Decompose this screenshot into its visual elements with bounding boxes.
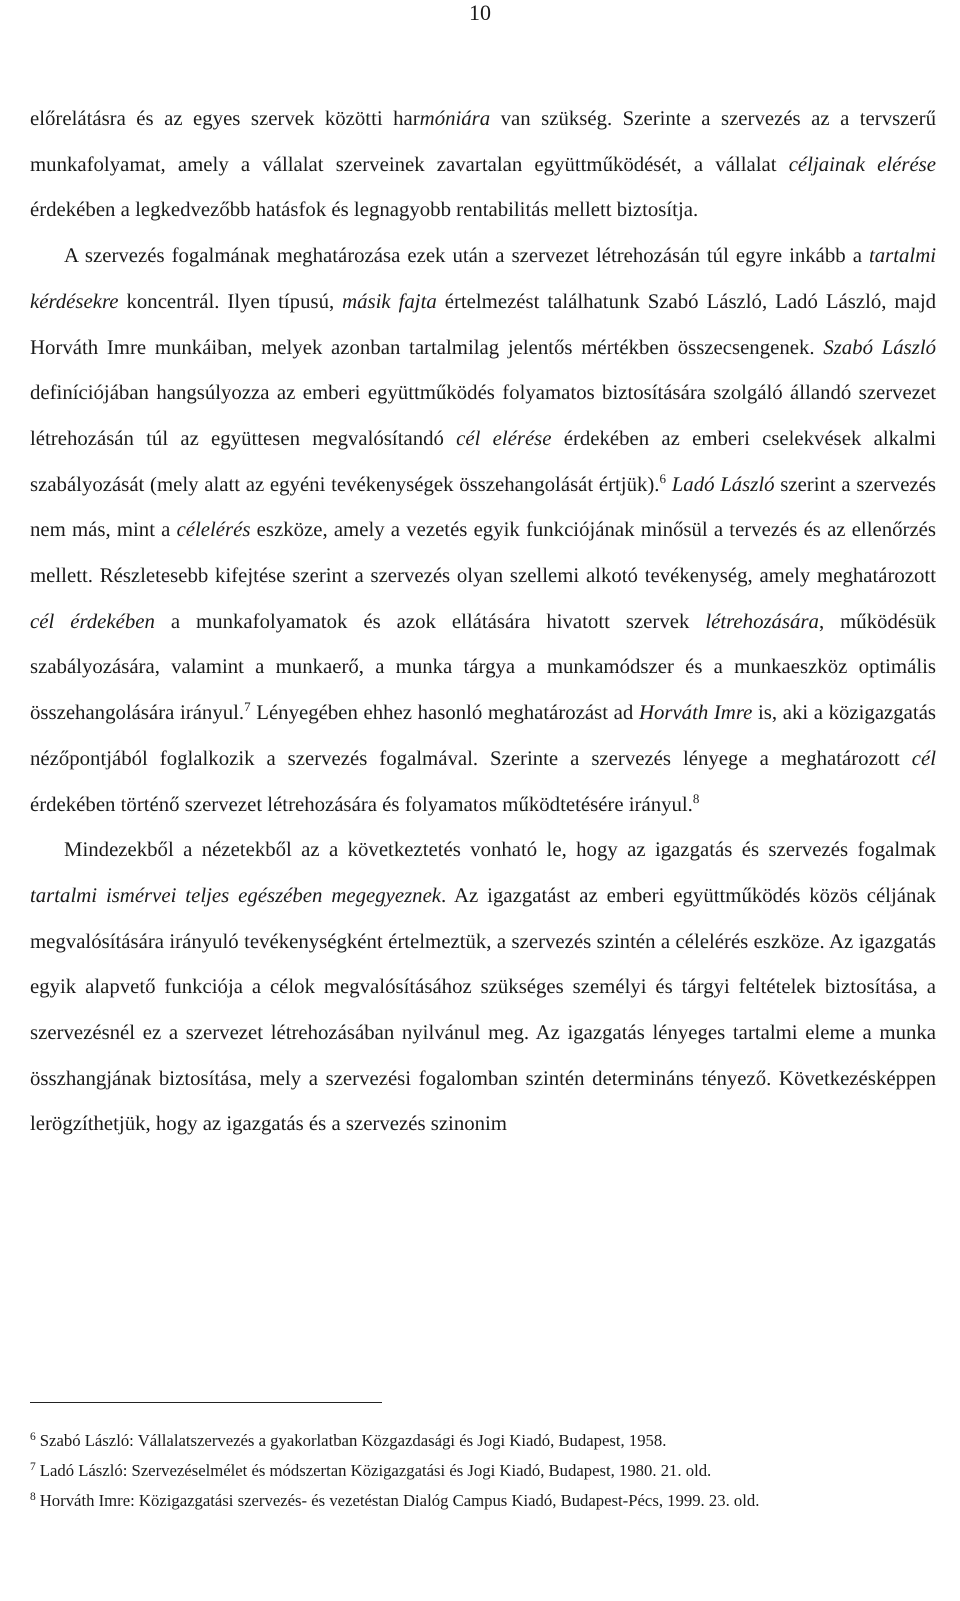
text-segment: érdekében az emberi cselekvések alkalmi szabályozását (mely alatt az egyéni tevékenységek összehangolását értjük). — [30, 426, 937, 496]
paragraph — [30, 96, 936, 233]
emphasis-text: móniára — [419, 107, 491, 130]
text-segment: . Az igazgatást az emberi együttműködés közös céljának megvalósítására irányuló tevékenységként értelmeztük, a szervezés szintén a célelérés eszköze. Az igazgatás egyik alapvető funkciója a célok megvalósításához szükséges személyi és tárgyi feltételek biztosítása, a szervezésnél ez a szervezet létrehozásában nyilvánul meg. Az igazgatás lényeges tartalmi eleme a munka összhangjának biztosítása, mely a szervezési fogalomban szintén determináns tényező. Következésképpen lerögzíthetjük, hogy az igazgatás és a szervezés szinonim — [30, 883, 936, 1136]
emphasis-text: céljainak elérése — [788, 152, 936, 176]
emphasis-text: cél érdekében — [30, 609, 155, 633]
emphasis-text: másik fajta — [342, 289, 437, 313]
text-segment: érdekében történő szervezet létrehozására és folyamatos működtetésére irányul. — [30, 792, 693, 816]
text-segment: eszköze, amely a vezetés egyik funkciójának minősül a tervezés és az ellenőrzés mellett. Részletesebb kifejtése szerint a szervezés olyan szellemi alkotó tevékenység, amely meghatározott — [30, 518, 936, 588]
emphasis-text: célelérés — [176, 518, 251, 542]
footnotes — [30, 1426, 936, 1516]
paragraph — [30, 827, 936, 1147]
text-segment: érdekében a legkedvezőbb hatásfok és legnagyobb rentabilitás mellett biztosítja. — [30, 198, 699, 222]
footnote — [30, 1486, 936, 1516]
emphasis-text: cél — [911, 746, 936, 770]
footnote-text: Horváth Imre: Közigazgatási szervezés- és vezetéstan Dialóg Campus Kiadó, Budapest-Pécs, 1999. 23. old. — [39, 1491, 760, 1510]
text-segment: Mindezekből a nézetekből az a következtetés vonható le, hogy az igazgatás és szervezés fogalmak — [64, 838, 936, 862]
emphasis-text: tartalmi kérdésekre — [30, 244, 936, 313]
footnote-number: 8 — [30, 1491, 36, 1503]
footnote-reference: 8 — [692, 790, 700, 806]
text-segment: előrelátásra és az egyes szervek közötti har — [30, 107, 420, 130]
footnote-text: Szabó László: Vállalatszervezés a gyakorlatban Közgazdasági és Jogi Kiadó, Budapest, 1958. — [39, 1431, 667, 1450]
paragraph — [30, 233, 936, 827]
footnote-reference: 6 — [659, 470, 667, 486]
text-segment: értelmezést találhatunk Szabó László, Ladó László, majd Horváth Imre munkáiban, melyek azonban tartalmilag jelentős mértékben összecsengenek. — [30, 289, 936, 359]
text-segment: a munkafolyamatok és azok ellátására hivatott szervek — [154, 609, 706, 633]
text-segment: definíciójában hangsúlyozza az emberi együttműködés folyamatos biztosítására szolgáló állandó szervezet létrehozásán túl az együttesen megvalósítandó — [30, 381, 936, 450]
emphasis-text: Szabó László — [823, 335, 937, 359]
text-segment: Lényegében ehhez hasonló meghatározást ad — [250, 701, 639, 725]
emphasis-text: létrehozására — [705, 609, 819, 633]
footnote-number: 7 — [30, 1461, 36, 1473]
text-segment: koncentrál. Ilyen típusú, — [118, 289, 343, 313]
text-segment: van szükség. Szerinte a szervezés az a tervszerű munkafolyamat, amely a vállalat szerveinek zavartalan együttműködését, a vállalat — [30, 107, 936, 176]
footnote-separator — [30, 1402, 382, 1403]
footnote-reference: 7 — [244, 699, 251, 715]
emphasis-text: Horváth Imre — [638, 701, 753, 725]
emphasis-text: tartalmi ismérvei teljes egészében megegyeznek — [30, 883, 442, 907]
body-text — [30, 96, 936, 1147]
text-segment: , működésük szabályozására, valamint a munkaerő, a munka tárgya a munkamódszer és a munkaeszköz optimális összehangolására irányul. — [30, 609, 937, 725]
footnote-number: 6 — [30, 1431, 36, 1443]
emphasis-text: cél elérése — [456, 426, 552, 450]
footnote-text: Ladó László: Szervezéselmélet és módszertan Közigazgatási és Jogi Kiadó, Budapest, 1980. 21. old. — [39, 1461, 712, 1480]
text-segment: A szervezés fogalmának meghatározása ezek után a szervezet létrehozásán túl egyre inkább a — [64, 244, 869, 268]
footnote — [30, 1426, 936, 1456]
text-segment: is, aki a közigazgatás nézőpontjából foglalkozik a szervezés fogalmával. Szerinte a szervezés lényege a meghatározott — [30, 701, 937, 770]
page-number: 10 — [469, 0, 491, 25]
emphasis-text: Ladó László — [671, 472, 775, 496]
footnote — [30, 1456, 936, 1486]
text-segment: szerint a szervezés nem más, mint a — [30, 472, 937, 542]
